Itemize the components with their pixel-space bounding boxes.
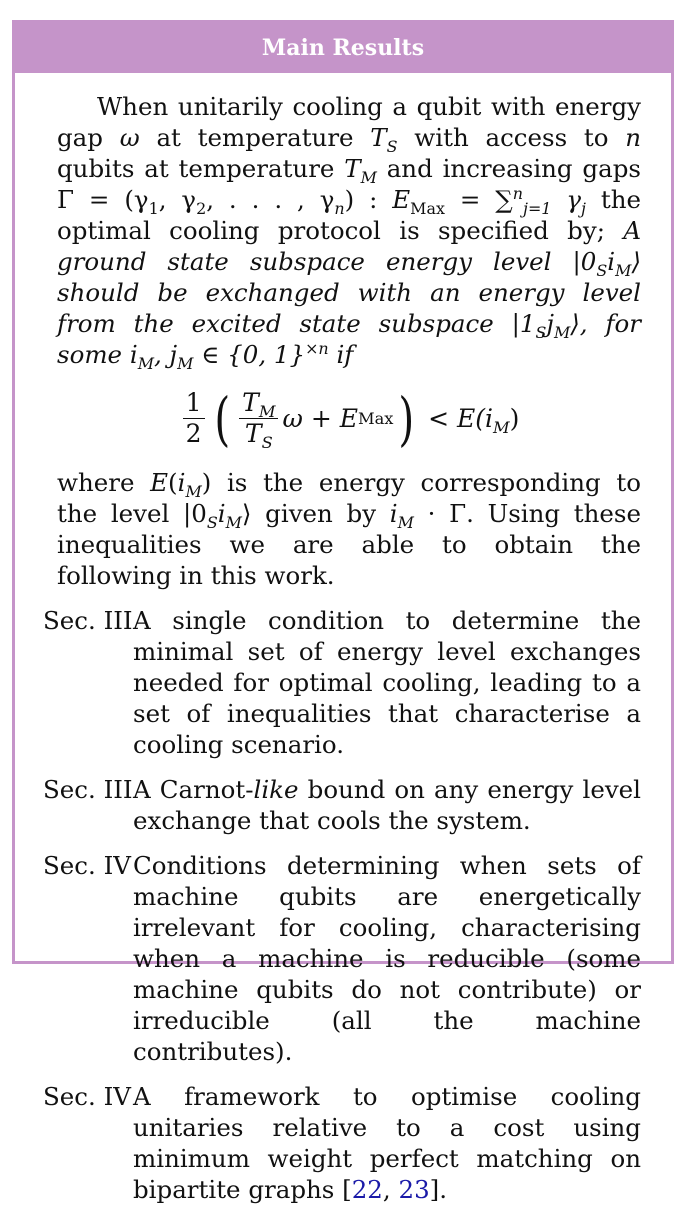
box-content (15, 73, 671, 1205)
list-item (43, 774, 641, 836)
list-item (43, 850, 641, 1067)
result-text: A framework to optimise cooling unitaries relative to a cost using minimum weight perfect matching on bipartite graphs [22, 23]. (133, 1082, 641, 1204)
section-ref: Sec. IV (43, 851, 131, 880)
intro-paragraph: When unitarily cooling a qubit with energy gap ω at temperature $T_S$ with access to n qubits at temperature $T_M$ and increasing gaps $\Gamma = (\gamma_1$, $\gamma_2$, . . . , $\gamma_n$) : $E_{Max} = \sum^n_{j=1}$ $\gamma_j$ the optimal cooling protocol is specified by; A ground state subspace energy level $|0_Si_M⟩$ should be exchanged with an energy level from the excited state subspace $|1_Sj_M⟩$, for some $i_M$, $j_M$ ∈ {0, 1}$^{\times n}$ if (57, 92, 642, 373)
result-text: A Carnot-like bound on any energy level exchange that cools the system. (133, 775, 641, 835)
temperature-ratio: $\frac{T_M}{T_S}$ (239, 388, 278, 449)
italic-statement: A ground state subspace energy level $|0_Si_M⟩$ should be exchanged with an energy level from the excited state subspace $|1_Sj_M⟩$, for some $i_M$, $j_M$ ∈ {0, 1}$^{\times n}$ if (57, 216, 642, 373)
section-ref: Sec. IV (43, 1082, 131, 1111)
list-item (43, 605, 641, 760)
half-fraction: $\frac{1}{2}$ (183, 388, 205, 449)
results-list (43, 605, 641, 1205)
section-ref: Sec. III (43, 606, 133, 635)
citation-link-22[interactable]: 22 (351, 1175, 383, 1204)
box-title: Main Results (15, 23, 671, 73)
list-item (43, 1081, 641, 1205)
after-paragraph: where $E(i_M)$ is the energy corresponding to the level $|0_Si_M⟩$ given by $i_M \cdot \Gamma$. Using these inequalities we are able to obtain the following in this work. (57, 468, 641, 590)
result-text: Conditions determining when sets of machine qubits are energetically irrelevant for cooling, characterising when a machine is reducible (some machine qubits do not contribute) or irreducible (all the machine contributes). (133, 851, 641, 1066)
result-text: A single condition to determine the minimal set of energy level exchanges needed for optimal cooling, leading to a set of inequalities that characterise a cooling scenario. (133, 606, 641, 759)
section-ref: Sec. III (43, 775, 133, 804)
main-results-box (12, 20, 674, 1204)
citation-link-23[interactable]: 23 (398, 1175, 430, 1204)
cooling-inequality: $\frac{1}{2}$ ( $\frac{T_M}{T_S}$ ω + E Max ) < $E(i_M)$ (57, 388, 641, 449)
